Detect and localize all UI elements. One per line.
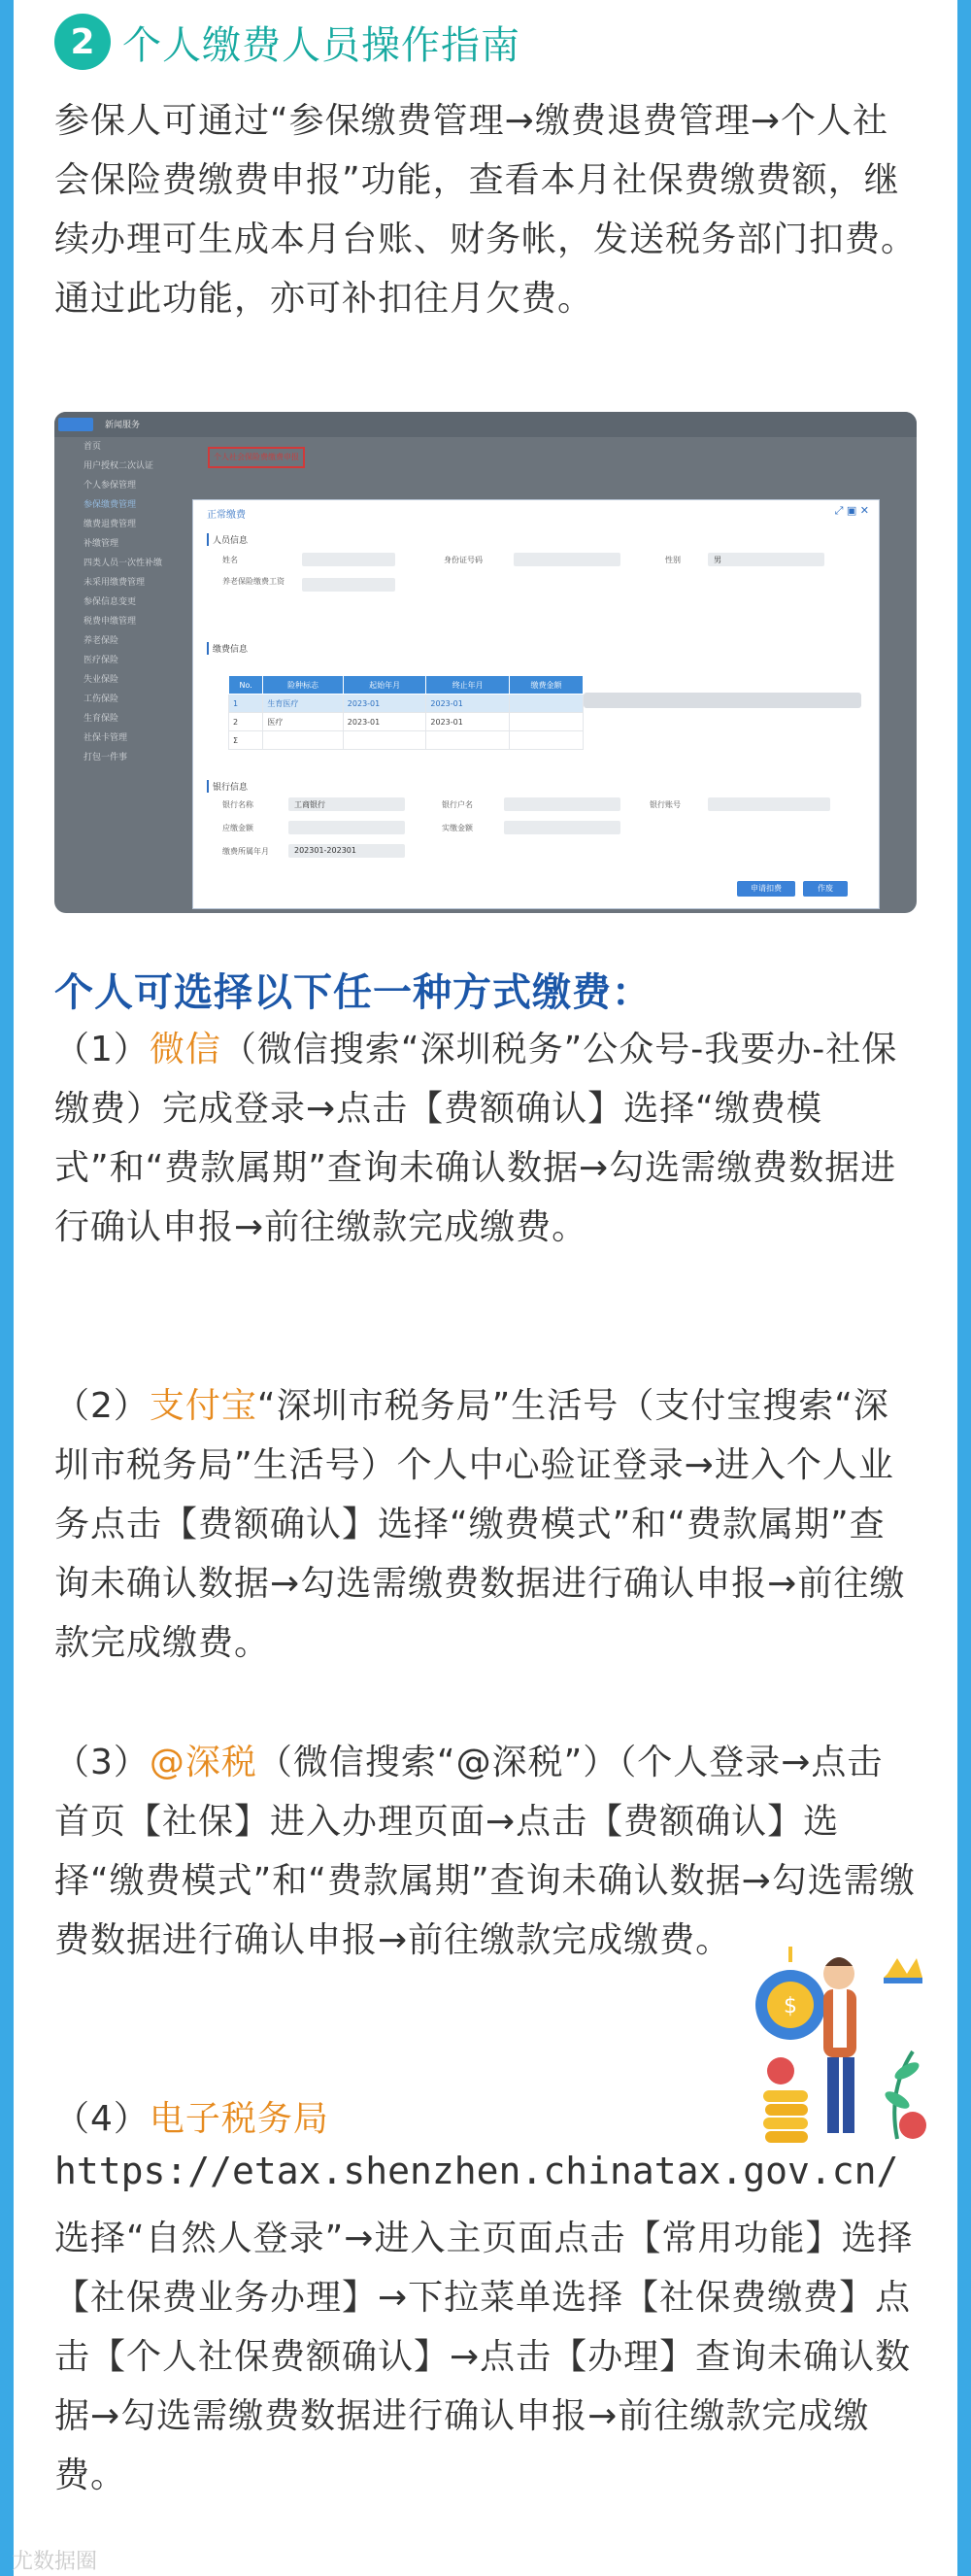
method-2 <box>54 1376 919 1673</box>
intro-paragraph: 参保人可通过“参保缴费管理→缴费退费管理→个人社会保险费缴费申报”功能，查看本月社保费缴费额，继续办理可生成本月台账、财务帐，发送税务部门扣费。通过此功能，亦可补扣往月欠费。 <box>54 101 918 319</box>
name-value-blurred <box>302 553 395 566</box>
dialog-window-controls: ⤢ ▣ ✕ <box>834 504 869 517</box>
method-text: （微信搜索“@深税”）（个人登录→点击首页【社保】进入办理页面→点击【费额确认】选择“缴费模式”和“费款属期”查询未确认数据→勾选需缴费数据进行确认申报→前往缴款完成缴费。 <box>54 1743 916 1960</box>
sidebar-item: 生育保险 <box>84 714 119 724</box>
sidebar-item: 养老保险 <box>84 636 119 646</box>
sidebar-item: 失业保险 <box>84 675 119 685</box>
right-border <box>957 0 971 2576</box>
table-row[interactable] <box>229 695 584 713</box>
table-row-summary: Σ <box>229 731 584 750</box>
sidebar-item: 补缴管理 <box>84 539 119 549</box>
field-label: 应缴金额 <box>222 824 253 832</box>
method-number: （2） <box>54 1386 150 1426</box>
table-cell <box>509 695 583 713</box>
method-4-text: 选择“自然人登录”→进入主页面点击【常用功能】选择【社保费业务办理】→下拉菜单选择【社保费缴费】点击【个人社保费额确认】→点击【办理】查询未确认数据→勾选需缴费数据进行确认申报→前往缴款完成缴费。 <box>54 2219 914 2495</box>
blurred-amounts <box>584 693 861 708</box>
method-name: 支付宝 <box>149 1386 257 1426</box>
section-header <box>54 12 520 72</box>
field-label: 银行账号 <box>650 800 681 809</box>
due-amount-blurred <box>288 821 405 834</box>
table-cell: 2023-01 <box>426 695 510 713</box>
section-fee-info: 缴费信息 <box>207 642 248 655</box>
sidebar-item: 医疗保险 <box>84 656 119 665</box>
dialog-title: 正常缴费 <box>207 510 246 521</box>
sidebar-item: 工伤保险 <box>84 695 119 704</box>
watermark: 尤数据圈 <box>12 2550 98 2574</box>
table-cell: 2 <box>229 713 263 731</box>
sidebar-item: 参保缴费管理 <box>84 500 137 510</box>
field-label: 身份证号码 <box>444 556 483 564</box>
sidebar-item: 未采用缴费管理 <box>84 578 146 588</box>
table-header: 缴费金额 <box>509 676 583 695</box>
gender-value-box <box>708 553 824 566</box>
method-name: 微信 <box>149 1030 221 1069</box>
method-text: （微信搜索“深圳税务”公众号-我要办-社保缴费）完成登录→点击【费额确认】选择“缴费模式”和“费款属期”查询未确认数据→勾选需缴费数据进行确认申报→前往缴款完成缴费。 <box>54 1030 898 1247</box>
field-label: 实缴金额 <box>442 824 473 832</box>
table-cell: 2023-01 <box>343 713 426 731</box>
screenshot-topbar <box>54 412 917 437</box>
left-border <box>0 0 14 2576</box>
table-cell: 医疗 <box>263 713 343 731</box>
method-3 <box>54 1733 919 1970</box>
system-screenshot <box>54 412 917 913</box>
screenshot-tab: 新闻服务 <box>105 421 141 430</box>
method-1 <box>54 1020 919 1257</box>
sidebar-item: 打包一件事 <box>84 753 128 763</box>
table-cell <box>509 713 583 731</box>
method-name: 电子税务局 <box>149 2099 329 2139</box>
account-name-blurred <box>504 797 620 811</box>
sidebar-item: 参保信息变更 <box>84 597 137 607</box>
field-label: 银行户名 <box>442 800 473 809</box>
field-label: 养老保险缴费工资 <box>222 577 285 586</box>
payment-dialog <box>192 499 880 909</box>
method-number: （4） <box>54 2099 150 2139</box>
account-number-blurred <box>708 797 830 811</box>
wage-value-blurred <box>302 578 395 592</box>
table-cell: 1 <box>229 695 263 713</box>
field-label: 姓名 <box>222 556 238 564</box>
apply-deduct-button[interactable]: 申请扣费 <box>737 881 795 897</box>
method-number: （3） <box>54 1743 150 1782</box>
sidebar-item: 首页 <box>84 442 102 452</box>
screenshot-tab-active <box>58 418 93 431</box>
method-text: “深圳市税务局”生活号（支付宝搜索“深圳市税务局”生活号）个人中心验证登录→进入个人业务点击【费额确认】选择“缴费模式”和“费款属期”查询未确认数据→勾选需缴费数据进行确认申报→前往缴款完成缴费。 <box>54 1386 906 1663</box>
field-label: 银行名称 <box>222 800 253 809</box>
field-label: 缴费所属年月 <box>222 847 269 856</box>
id-value-blurred <box>514 553 620 566</box>
table-header: 终止年月 <box>426 676 510 695</box>
table-header: 起始年月 <box>343 676 426 695</box>
screenshot-sidebar <box>54 437 200 913</box>
method-number: （1） <box>54 1030 150 1069</box>
step-number-badge: 2 <box>54 14 111 70</box>
gender-value: 男 <box>714 556 721 564</box>
sidebar-item: 缴费退费管理 <box>84 520 137 529</box>
method-4 <box>54 2089 919 2149</box>
paid-amount-blurred <box>504 821 620 834</box>
void-button[interactable]: 作废 <box>803 881 848 897</box>
sidebar-item: 税费申缴管理 <box>84 617 137 627</box>
breadcrumb-highlight: 个人社会保险费缴费申报 <box>208 447 305 468</box>
period-value: 202301-202301 <box>294 846 356 855</box>
table-row[interactable] <box>229 713 584 731</box>
section-person-info: 人员信息 <box>207 533 248 546</box>
sidebar-item: 四类人员一次性补缴 <box>84 559 163 568</box>
sidebar-item: 个人参保管理 <box>84 481 137 491</box>
method-name: @深税 <box>149 1743 257 1782</box>
sidebar-item: 社保卡管理 <box>84 733 128 743</box>
bank-name-value: 工商银行 <box>294 800 325 809</box>
field-label: 性别 <box>665 556 681 564</box>
table-header: 险种标志 <box>263 676 343 695</box>
methods-heading: 个人可选择以下任一种方式缴费： <box>54 970 652 1015</box>
sidebar-item: 用户授权二次认证 <box>84 461 154 471</box>
table-cell: 2023-01 <box>426 713 510 731</box>
table-header: No. <box>229 676 263 695</box>
svg-text:$: $ <box>784 1994 797 2018</box>
section-title: 个人缴费人员操作指南 <box>122 22 520 68</box>
table-cell: 2023-01 <box>343 695 426 713</box>
fee-table <box>228 675 584 750</box>
section-bank-info: 银行信息 <box>207 780 248 793</box>
table-header-row <box>229 676 584 695</box>
etax-url-link[interactable]: https://etax.shenzhen.chinatax.gov.cn/ <box>54 2150 899 2192</box>
table-cell: 生育医疗 <box>263 695 343 713</box>
